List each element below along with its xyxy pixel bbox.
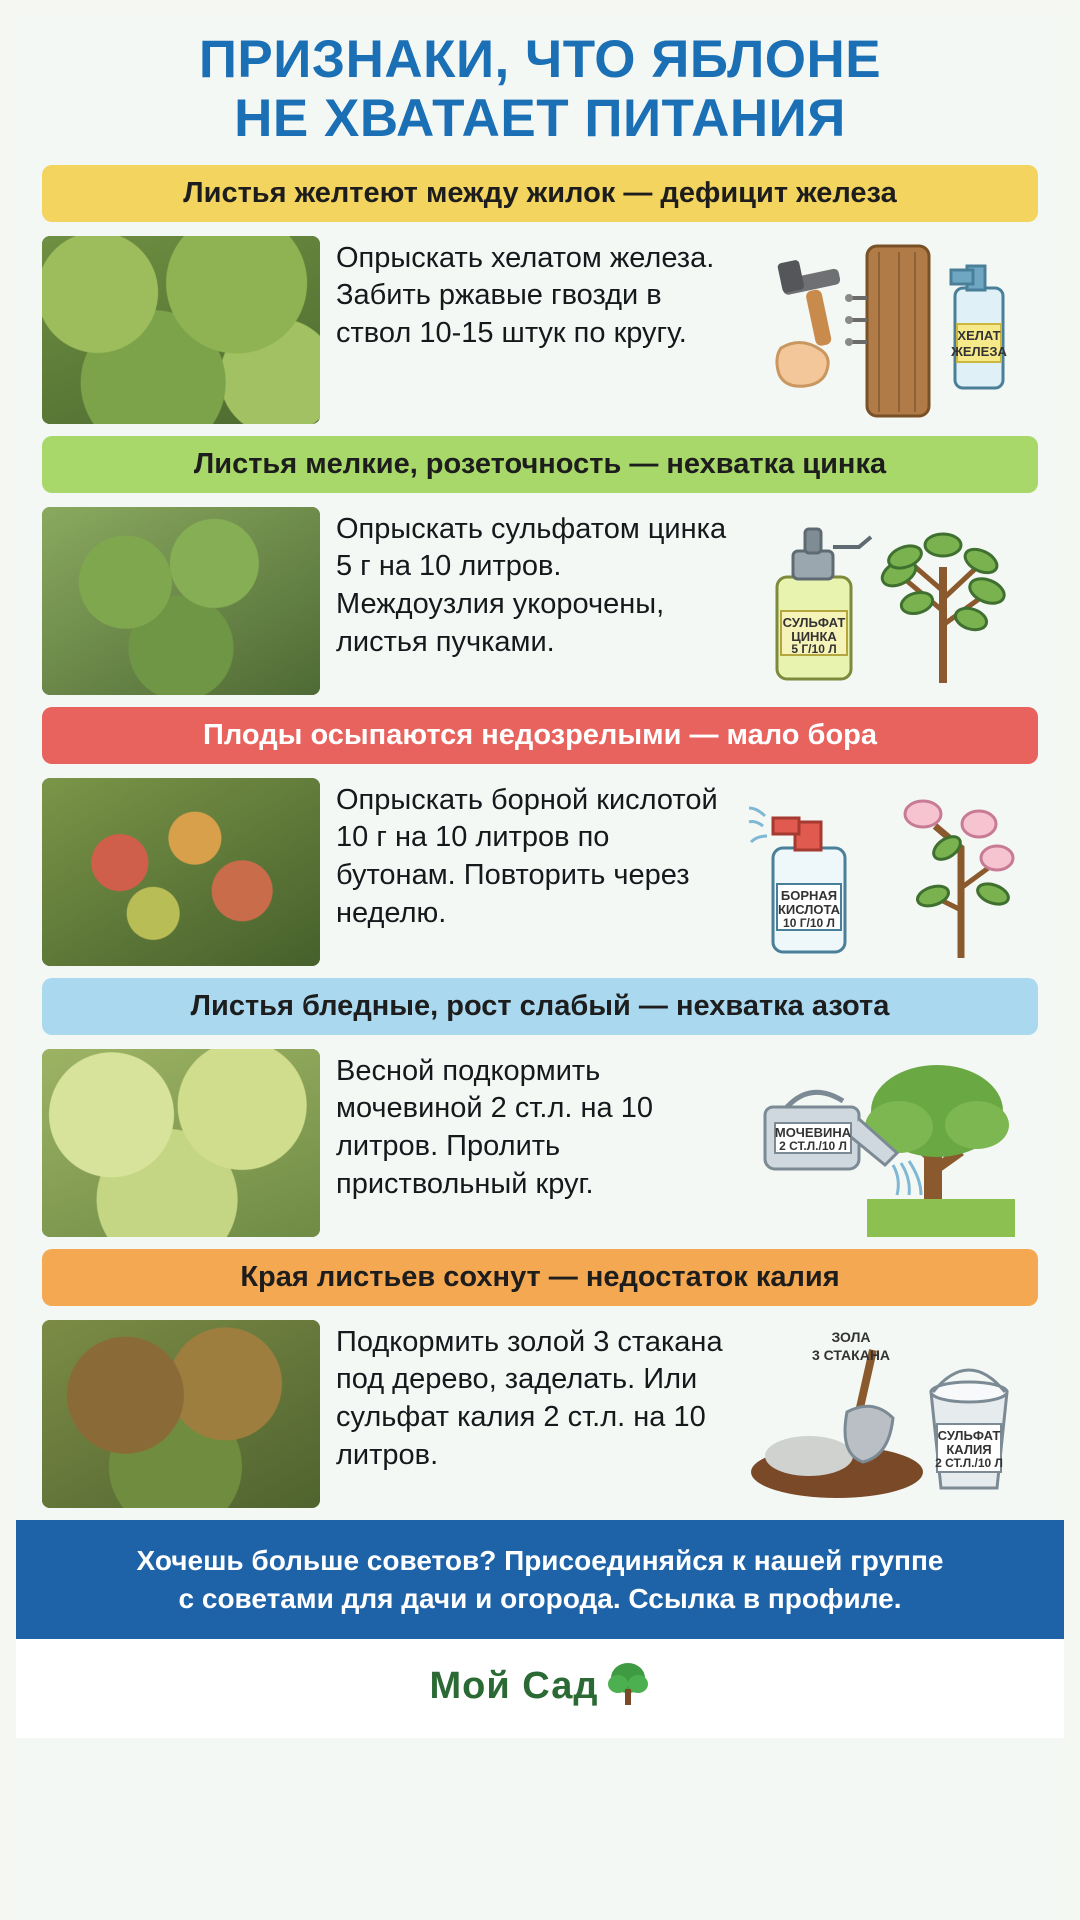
advice-boron: Опрыскать борной кислотой 10 г на 10 литров по бутонам. Повторить через неделю.	[336, 783, 718, 929]
page-title	[16, 18, 1064, 165]
section-nitrogen	[16, 978, 1064, 1237]
advice-iron: Опрыскать хелатом железа. Забить ржавые гвозди в ствол 10-15 штук по кругу.	[336, 241, 715, 350]
label-iron-1: ХЕЛАТ	[957, 327, 1001, 343]
label-zinc-3: 5 Г/10 Л	[791, 641, 837, 656]
advice-zinc: Опрыскать сульфатом цинка 5 г на 10 литров. Междоузлия укорочены, листья пучками.	[336, 512, 727, 658]
photo-potassium	[42, 1320, 320, 1508]
section-band-potassium: Края листьев сохнут — недостаток калия	[42, 1249, 1038, 1306]
section-band-boron: Плоды осыпаются недозрелыми — мало бора	[42, 707, 1038, 764]
title-line-1: ПРИЗНАКИ, ЧТО ЯБЛОНЕ	[198, 30, 882, 89]
illustration-iron	[747, 236, 1015, 424]
section-band-zinc: Листья мелкие, розеточность — нехватка цинка	[42, 436, 1038, 493]
label-iron-2: ЖЕЛЕЗА	[951, 343, 1007, 359]
label-boron-3: 10 Г/10 Л	[783, 915, 835, 930]
photo-art-burnt-edges	[42, 1320, 320, 1508]
advice-potassium: Подкормить золой 3 стакана под дерево, заделать. Или сульфат калия 2 ст.л. на 10 литров.	[336, 1325, 723, 1471]
label-potassium-3: СУЛЬФАТ	[937, 1427, 1001, 1443]
label-zinc-2: ЦИНКА	[791, 628, 837, 644]
title-line-2: НЕ ХВАТАЕТ ПИТАНИЯ	[234, 89, 846, 149]
label-boron-2: КИСЛОТА	[777, 901, 841, 917]
section-row-potassium	[42, 1320, 1038, 1508]
cta-line-2: с советами для дачи и огорода. Ссылка в профиле.	[178, 1582, 902, 1614]
brand-footer	[16, 1639, 1064, 1738]
section-boron	[16, 707, 1064, 966]
label-nitrogen-2: 2 СТ.Л./10 Л	[779, 1138, 847, 1153]
section-row-boron	[42, 778, 1038, 966]
illustration-zinc	[747, 507, 1015, 695]
illustration-boron	[747, 778, 1015, 966]
section-row-iron	[42, 236, 1038, 424]
section-band-nitrogen: Листья бледные, рост слабый — нехватка азота	[42, 978, 1038, 1035]
label-potassium-4: КАЛИЯ	[946, 1441, 992, 1457]
photo-art-yellow-veins	[42, 236, 320, 424]
label-potassium-1: ЗОЛА	[831, 1328, 871, 1345]
photo-zinc	[42, 507, 320, 695]
section-potassium	[16, 1249, 1064, 1508]
infographic-sheet	[16, 18, 1064, 1920]
label-boron-1: БОРНАЯ	[780, 887, 838, 903]
section-row-nitrogen	[42, 1049, 1038, 1237]
label-zinc-1: СУЛЬФАТ	[782, 614, 846, 630]
illustration-potassium	[747, 1320, 1015, 1508]
photo-art-unripe-apples	[42, 778, 320, 966]
photo-iron	[42, 236, 320, 424]
label-potassium-5: 2 СТ.Л./10 Л	[935, 1455, 1003, 1470]
section-band-iron: Листья желтеют между жилок — дефицит железа	[42, 165, 1038, 222]
photo-art-small-leaves	[42, 507, 320, 695]
cta-line-1: Хочешь больше советов? Присоединяйся к нашей группе	[136, 1544, 944, 1576]
section-iron	[16, 165, 1064, 424]
label-potassium-2: 3 СТАКАНА	[811, 1346, 891, 1363]
section-zinc	[16, 436, 1064, 695]
photo-art-pale-leaves	[42, 1049, 320, 1237]
photo-nitrogen	[42, 1049, 320, 1237]
cta-banner[interactable]	[16, 1520, 1064, 1640]
tree-icon	[606, 1661, 650, 1712]
photo-boron	[42, 778, 320, 966]
advice-nitrogen: Весной подкормить мочевиной 2 ст.л. на 10 литров. Пролить приствольный круг.	[336, 1054, 653, 1200]
label-nitrogen-1: МОЧЕВИНА	[774, 1124, 852, 1140]
section-row-zinc	[42, 507, 1038, 695]
brand-name: Мой Сад	[429, 1665, 599, 1708]
illustration-nitrogen	[747, 1049, 1015, 1237]
